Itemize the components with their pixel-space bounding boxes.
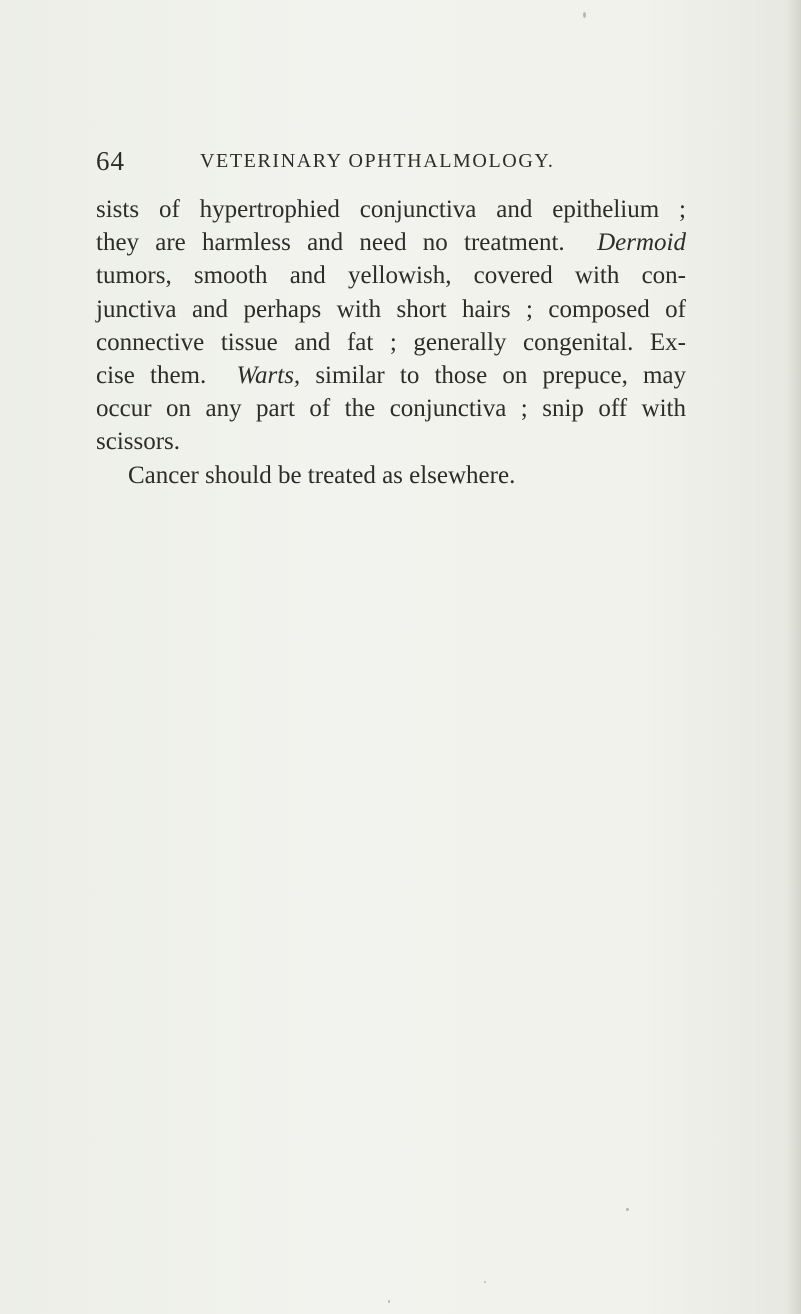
term-warts: Warts, [236,362,301,390]
text-line: occur on any part of the conjunctiva ; snip off with [96,395,686,423]
running-header [96,146,616,180]
text-line: they are harmless and need no treatment. Dermoid [96,229,686,257]
text-line: tumors, smooth and yellowish, covered with con- [96,262,686,290]
text-line: sists of hypertrophied conjunctiva and epithelium ; [96,196,686,223]
running-title: VETERINARY OPHTHALMOLOGY. [200,150,555,172]
text-line: Cancer should be treated as elsewhere. [128,461,516,489]
page-edge-shadow [787,0,801,1314]
paper-speck [484,1281,486,1283]
text-line: connective tissue and fat ; generally congenital. Ex- [96,328,686,356]
text-line: cise them. Warts, similar to those on prepuce, may [96,362,687,390]
text-line: junctiva and perhaps with short hairs ; composed of [96,295,686,323]
page-number: 64 [96,146,125,176]
text-line: scissors. [96,428,181,456]
paper-speck [388,1300,390,1303]
paper-speck [626,1208,629,1211]
term-dermoid: Dermoid [597,229,686,257]
paper-speck [583,12,586,18]
body-text [96,193,686,492]
